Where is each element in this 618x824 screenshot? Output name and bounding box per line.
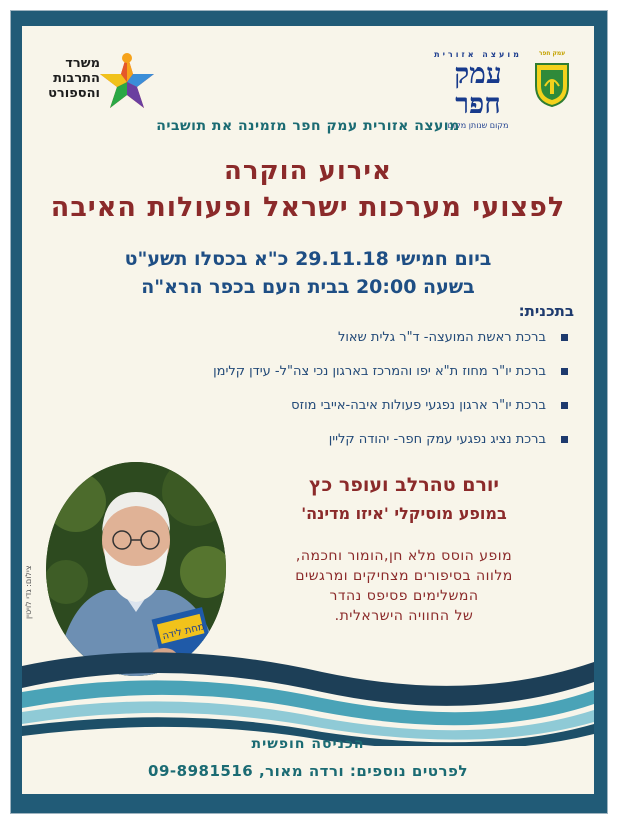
- invite-text: מועצה אזורית עמק חפר מזמינה את תושביה: [156, 118, 460, 134]
- event-subtitle: לפצועי מערכות ישראל ופעולות האיבה: [50, 192, 566, 223]
- poster: [22, 26, 594, 794]
- show-name: במופע מוסיקלי 'איזו מדינה': [301, 504, 507, 523]
- program-item: ברכת נציג נפגעי עמק חפר- יהודה קליין: [48, 430, 568, 464]
- performer-names: יורם טהרלב ועופר כץ: [308, 474, 500, 496]
- event-date: ביום חמישי 29.11.18 כ"א בכסלו תשע"ט: [124, 248, 492, 270]
- book-title: מחת לידה: [161, 621, 206, 643]
- event-title: אירוע הוקרה: [224, 156, 392, 186]
- program-list: [48, 328, 568, 464]
- description-line: של החוויה הישראלית.: [334, 608, 474, 624]
- decorative-waves: [22, 626, 594, 746]
- program-item: ברכת יו"ר מחוז ת"א יפו והמרכז בארגון נכי צה"ל- עידן קלימן: [48, 362, 568, 396]
- description-line: מופע הוסס מלא חן,הומור וחכמה,: [295, 548, 513, 564]
- emblem-caption: עמק חפר: [538, 50, 566, 57]
- colorful-star-icon: [96, 52, 158, 116]
- ministry-name: [40, 56, 100, 101]
- program-item: ברכת ראשת המועצה- ד"ר גלית שאול: [48, 328, 568, 362]
- council-slogan: מקום שנותן מקום: [447, 121, 509, 130]
- event-time-location: בשעה 20:00 בבית העם בכפר הרא"ה: [141, 276, 475, 298]
- council-emblem-icon: [532, 56, 572, 108]
- program-item: ברכת יו"ר ארגון נפגעי פעולות איבה-אייבי מוזס: [48, 396, 568, 430]
- ministry-line-2: התרבות: [53, 71, 100, 86]
- description-line: מלווה בסיפורים מצחיקים ומרגשים: [295, 568, 513, 584]
- description-line: המשלימים פסיפס נהדר: [329, 588, 479, 604]
- show-description: [234, 546, 574, 626]
- council-caption: מועצה אזורית: [434, 50, 522, 59]
- photo-credit: צילום: גדי לויטין: [24, 566, 33, 620]
- free-entry-text: הכניסה חופשית: [251, 736, 365, 752]
- council-name: עמק חפר: [454, 57, 502, 120]
- ministry-line-3: והספורט: [48, 86, 100, 101]
- ministry-line-1: משרד: [65, 56, 100, 71]
- contact-details: לפרטים נוספים: ורדה מאור, 09-8981516: [148, 762, 468, 780]
- program-label: בתכנית:: [518, 302, 574, 320]
